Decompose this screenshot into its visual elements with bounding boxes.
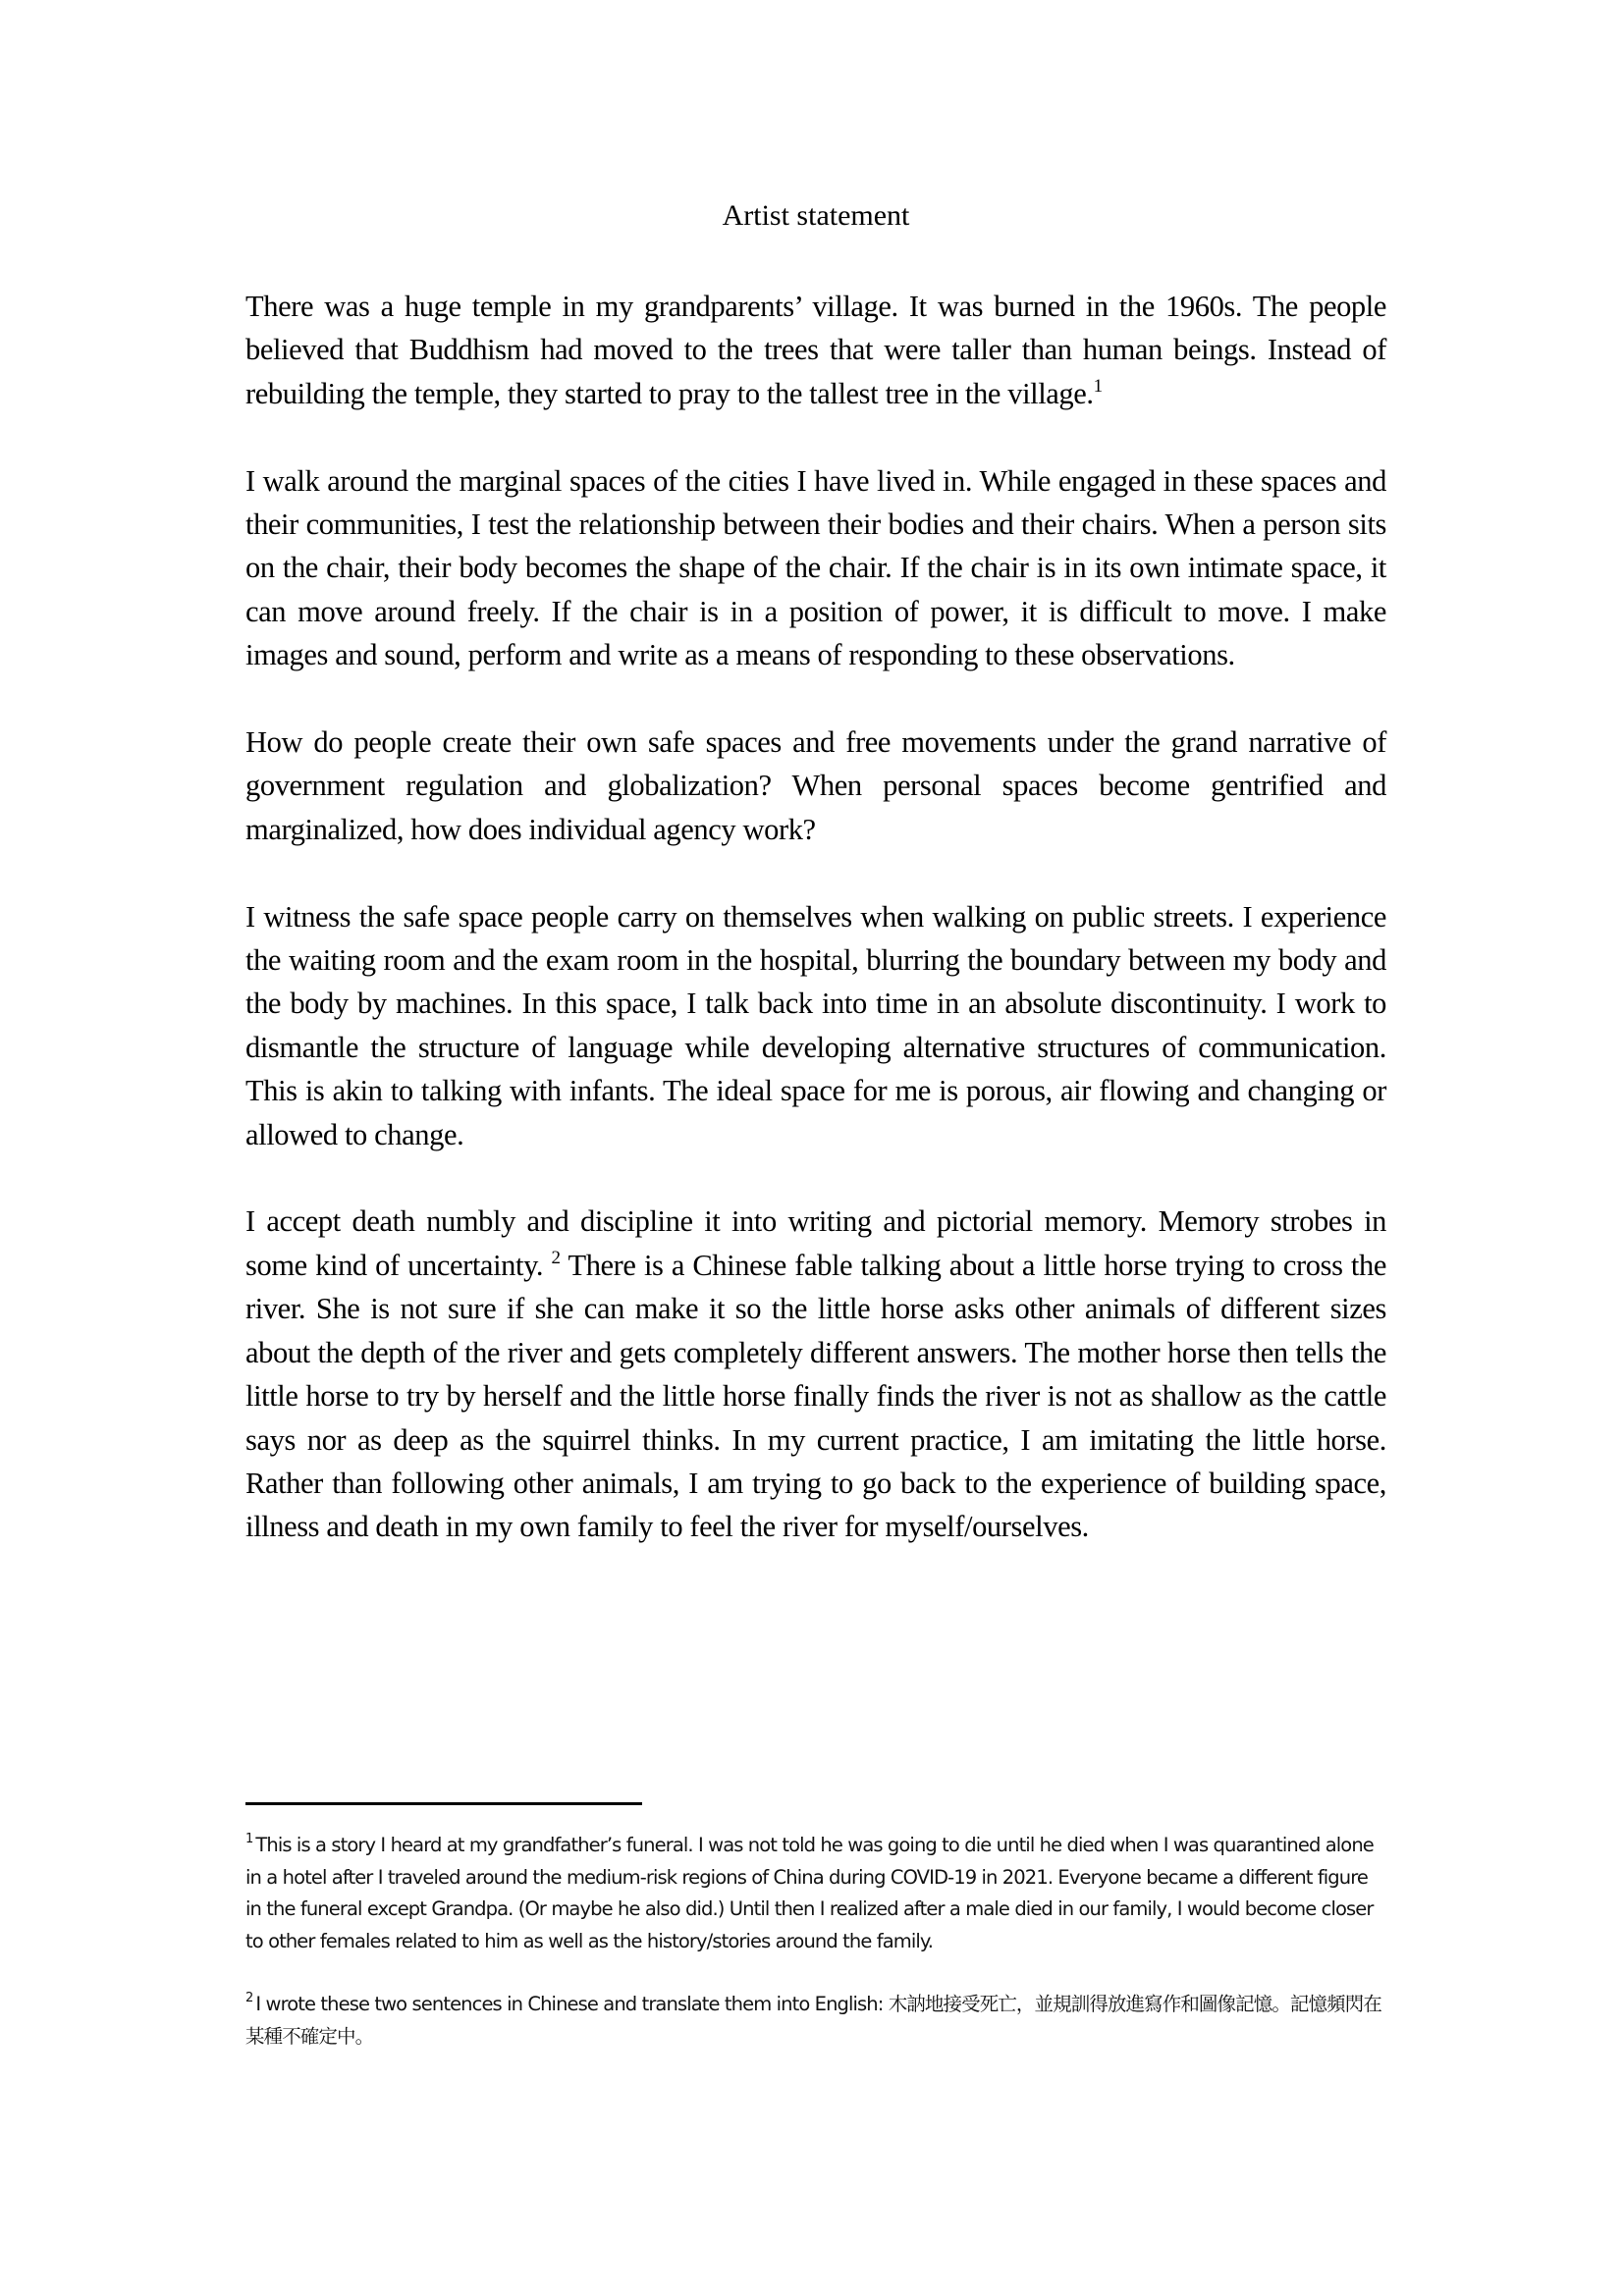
paragraph-text: There was a huge temple in my grandparents’ village. It was burned in the 1960s. The people believed that Buddhism had moved to the trees that were taller than human beings. Instead of rebuilding the temple, they started to pray to the tallest tree in the village. xyxy=(245,290,1386,410)
paragraph-death-memory xyxy=(245,1200,1386,1548)
footnote-number: 1 xyxy=(245,1832,253,1846)
footnote-2 xyxy=(245,1989,1386,2053)
statement-body xyxy=(245,285,1386,1592)
footnote-reference-1[interactable]: 1 xyxy=(1093,375,1103,397)
footnote-separator xyxy=(245,1802,642,1805)
footnote-text: I wrote these two sentences in Chinese and translate them into English: 木訥地接受死亡，並規訓得放進寫作和圖像記憶。記憶頻閃在某種不確定中。 xyxy=(245,1993,1381,2048)
paragraph-text: I accept death numbly and discipline it into writing and pictorial memory. Memory strobes in some kind of uncertainty. xyxy=(245,1204,1386,1282)
paragraph-temple xyxy=(245,285,1386,415)
footnote-text: This is a story I heard at my grandfather’s funeral. I was not told he was going to die until he died when I was quarantined alone in a hotel after I traveled around the medium-risk regions of China during COVID-19 in 2021. Everyone became a different figure in the funeral except Grandpa. (Or maybe he also did.) Until then I realized after a male died in our family, I would become closer to other females related to him as well as the history/stories around the family. xyxy=(245,1834,1374,1952)
footnote-reference-2[interactable]: 2 xyxy=(551,1247,561,1268)
paragraph-safe-space: I witness the safe space people carry on themselves when walking on public streets. I experience the waiting room and the exam room in the hospital, blurring the boundary between my body and the body by machines. In this space, I talk back into time in an absolute discontinuity. I work to dismantle the structure of language while developing alternative structures of communication. This is akin to talking with infants. The ideal space for me is porous, air flowing and changing or allowed to change. xyxy=(245,899,1386,1151)
paragraph-questions: How do people create their own safe spaces and free movements under the grand narrative of government regulation and globalization? When personal spaces become gentrified and marginalized, how does individual agency work? xyxy=(245,725,1386,846)
paragraph-text: There is a Chinese fable talking about a little horse trying to cross the river. She is not sure if she can make it so the little horse asks other animals of different sizes about the depth of the river and gets completely different answers. The mother horse then tells the little horse to try by herself and the little horse finally finds the river is not as shallow as the cattle says nor as deep as the squirrel thinks. In my current practice, I am imitating the little horse. Rather than following other animals, I am trying to go back to the experience of building space, illness and death in my own family to feel the river for myself/ourselves. xyxy=(245,1248,1386,1544)
footnote-number: 2 xyxy=(245,1991,253,2005)
page-title: Artist statement xyxy=(722,199,910,232)
footnote-1 xyxy=(245,1830,1386,1957)
footnotes-section xyxy=(245,1830,1386,2084)
paragraph-marginal-spaces: I walk around the marginal spaces of the cities I have lived in. While engaged in these spaces and their communities, I test the relationship between their bodies and their chairs. When a person sits on the chair, their body becomes the shape of the chair. If the chair is in its own intimate space, it can move around freely. If the chair is in a position of power, it is difficult to move. I make images and sound, perform and write as a means of responding to these observations. xyxy=(245,463,1386,672)
